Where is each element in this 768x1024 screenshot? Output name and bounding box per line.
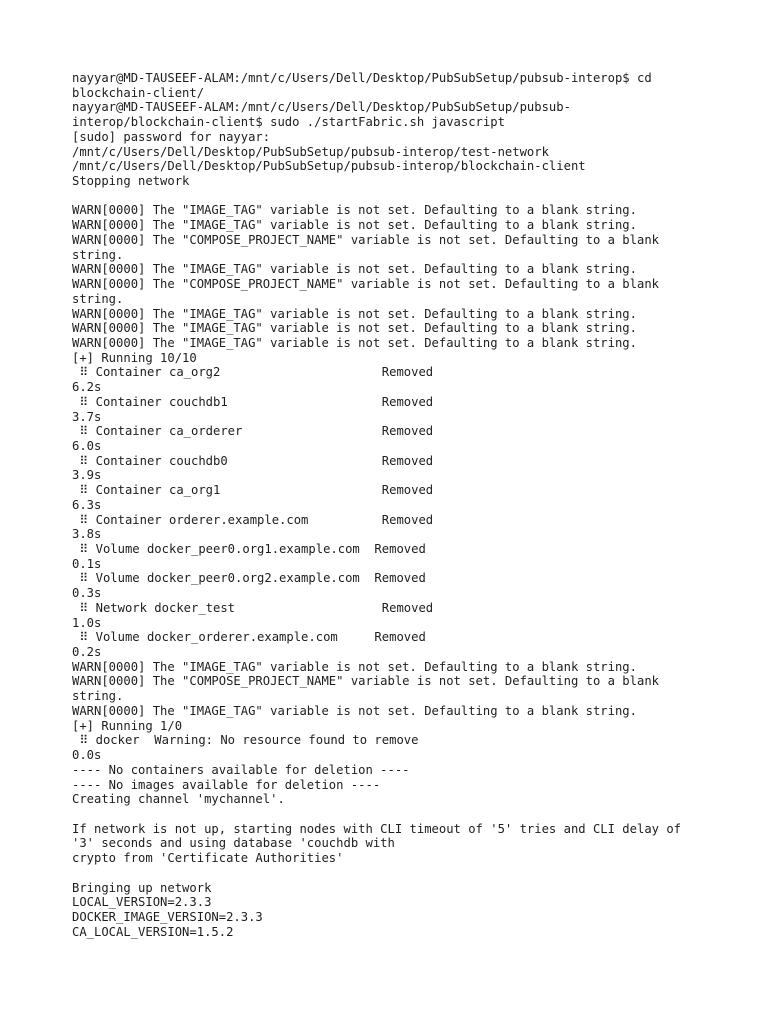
terminal-line: Creating channel 'mychannel'. [72, 792, 285, 807]
terminal-line: crypto from 'Certificate Authorities' [72, 851, 344, 866]
terminal-line: WARN[0000] The "IMAGE_TAG" variable is not set. Defaulting to a blank string. [72, 659, 637, 674]
terminal-line: WARN[0000] The "IMAGE_TAG" variable is not set. Defaulting to a blank string. [72, 262, 637, 277]
terminal-line: 0.3s [72, 586, 102, 601]
terminal-line: Stopping network [72, 174, 190, 189]
terminal-line: nayyar@MD-TAUSEEF-ALAM:/mnt/c/Users/Dell/Desktop/PubSubSetup/pubsub-interop$ cd [72, 71, 652, 85]
terminal-line: WARN[0000] The "COMPOSE_PROJECT_NAME" variable is not set. Defaulting to a blank [72, 674, 659, 689]
terminal-line: 6.3s [72, 497, 102, 512]
terminal-line: nayyar@MD-TAUSEEF-ALAM:/mnt/c/Users/Dell/Desktop/PubSubSetup/pubsub- [72, 100, 571, 115]
terminal-line: 6.0s [72, 438, 102, 453]
terminal-line: ---- No containers available for deletion ---- [72, 762, 410, 777]
terminal-line: interop/blockchain-client$ sudo ./startFabric.sh javascript [72, 115, 505, 130]
terminal-line: ⠿ Volume docker_peer0.org1.example.com Removed [72, 542, 426, 556]
terminal-line: /mnt/c/Users/Dell/Desktop/PubSubSetup/pubsub-interop/blockchain-client [72, 159, 586, 174]
terminal-line: ⠿ Container ca_orderer Removed [72, 424, 434, 439]
terminal-line: '3' seconds and using database 'couchdb with [72, 836, 395, 851]
terminal-line: 0.0s [72, 748, 102, 763]
terminal-line: ⠿ Container couchdb1 Removed [72, 394, 434, 409]
terminal-line: ---- No images available for deletion ---- [72, 777, 381, 792]
terminal-line [72, 807, 732, 822]
terminal-line: ⠿ Container ca_org1 Removed [72, 483, 434, 498]
terminal-line: 0.2s [72, 645, 102, 660]
terminal-line: /mnt/c/Users/Dell/Desktop/PubSubSetup/pubsub-interop/test-network [72, 144, 549, 159]
terminal-line: If network is not up, starting nodes with CLI timeout of '5' tries and CLI delay of [72, 821, 682, 836]
terminal-line [72, 866, 732, 881]
terminal-line: ⠿ Container orderer.example.com Removed [72, 512, 434, 527]
terminal-line: LOCAL_VERSION=2.3.3 [72, 895, 212, 910]
terminal-line: 6.2s [72, 380, 102, 395]
terminal-line [72, 189, 732, 204]
terminal-line: ⠿ Volume docker_orderer.example.com Removed [72, 630, 426, 645]
terminal-line: WARN[0000] The "IMAGE_TAG" variable is not set. Defaulting to a blank string. [72, 335, 637, 350]
terminal-line: Bringing up network [72, 880, 212, 895]
terminal-line: [+] Running 10/10 [72, 350, 197, 365]
terminal-line: 1.0s [72, 615, 102, 630]
terminal-line: WARN[0000] The "IMAGE_TAG" variable is not set. Defaulting to a blank string. [72, 218, 637, 233]
terminal-line: 3.9s [72, 468, 102, 483]
terminal-line: ⠿ docker Warning: No resource found to remove [72, 733, 419, 748]
terminal-line: string. [72, 689, 124, 704]
terminal-line: DOCKER_IMAGE_VERSION=2.3.3 [72, 909, 263, 924]
terminal-line: 3.7s [72, 409, 102, 424]
terminal-line: WARN[0000] The "COMPOSE_PROJECT_NAME" variable is not set. Defaulting to a blank [72, 277, 659, 292]
terminal-line: ⠿ Volume docker_peer0.org2.example.com Removed [72, 571, 426, 586]
terminal-line: string. [72, 291, 124, 306]
terminal-line: [sudo] password for nayyar: [72, 129, 271, 144]
terminal-line: CA_LOCAL_VERSION=1.5.2 [72, 924, 234, 939]
terminal-line: ⠿ Container couchdb0 Removed [72, 453, 434, 468]
terminal-line: [+] Running 1/0 [72, 718, 183, 733]
terminal-line: ⠿ Container ca_org2 Removed [72, 365, 434, 380]
terminal-line: WARN[0000] The "IMAGE_TAG" variable is not set. Defaulting to a blank string. [72, 703, 637, 718]
terminal-line: blockchain-client/ [72, 85, 205, 100]
terminal-line: 3.8s [72, 527, 102, 542]
terminal-line: 0.1s [72, 556, 102, 571]
terminal-line: WARN[0000] The "IMAGE_TAG" variable is not set. Defaulting to a blank string. [72, 321, 637, 336]
terminal-line: ⠿ Network docker_test Removed [72, 600, 434, 615]
terminal-line: WARN[0000] The "COMPOSE_PROJECT_NAME" variable is not set. Defaulting to a blank [72, 232, 659, 247]
terminal-line: WARN[0000] The "IMAGE_TAG" variable is not set. Defaulting to a blank string. [72, 203, 637, 218]
terminal-line: WARN[0000] The "IMAGE_TAG" variable is not set. Defaulting to a blank string. [72, 306, 637, 321]
terminal-output [72, 71, 732, 939]
terminal-line: string. [72, 247, 124, 262]
